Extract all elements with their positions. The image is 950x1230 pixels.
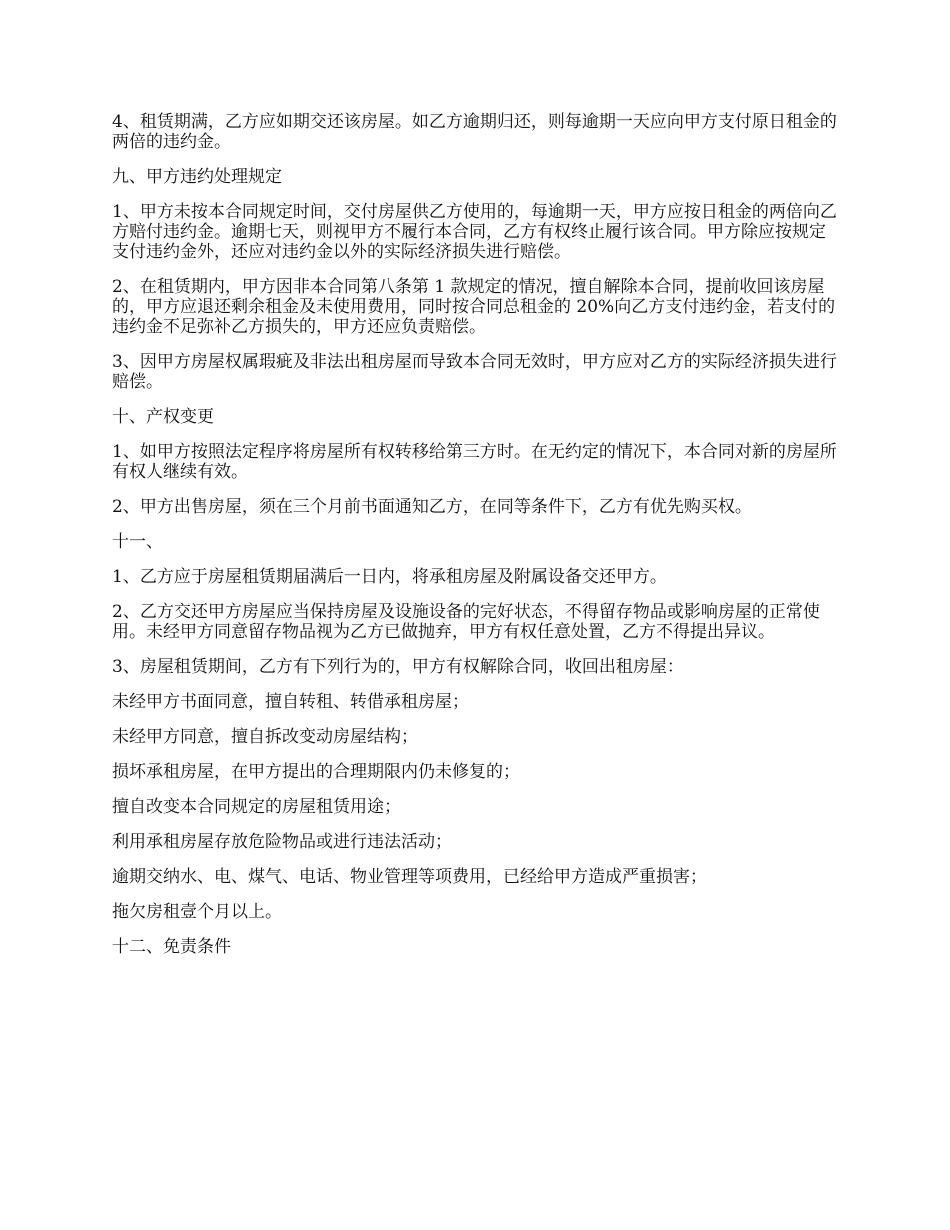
document-body [112,112,840,972]
list-item-condition-3: 损坏承租房屋，在甲方提出的合理期限内仍未修复的； [112,762,520,782]
section-heading-9: 九、甲方违约处理规定 [112,167,282,187]
section-heading-10: 十、产权变更 [112,407,214,427]
paragraph-clause-9-3: 3、因甲方房屋权属瑕疵及非法出租房屋而导致本合同无效时，甲方应对乙方的实际经济损失进行赔偿。 [112,352,837,392]
paragraph-clause-10-1: 1、如甲方按照法定程序将房屋所有权转移给第三方时。在无约定的情况下，本合同对新的房屋所有权人继续有效。 [112,442,837,482]
section-heading-12: 十二、免责条件 [112,937,231,957]
paragraph-clause-11-1: 1、乙方应于房屋租赁期届满后一日内，将承租房屋及附属设备交还甲方。 [112,567,667,587]
paragraph-clause-11-2: 2、乙方交还甲方房屋应当保持房屋及设施设备的完好状态，不得留存物品或影响房屋的正常使用。未经甲方同意留存物品视为乙方已做抛弃，甲方有权任意处置，乙方不得提出异议。 [112,602,820,642]
paragraph-clause-11-3: 3、房屋租赁期间，乙方有下列行为的，甲方有权解除合同，收回出租房屋： [112,657,684,677]
list-item-condition-2: 未经甲方同意，擅自拆改变动房屋结构； [112,727,418,747]
paragraph-clause-10-2: 2、甲方出售房屋，须在三个月前书面通知乙方，在同等条件下，乙方有优先购买权。 [112,497,752,517]
paragraph-clause-8-4: 4、租赁期满，乙方应如期交还该房屋。如乙方逾期归还，则每逾期一天应向甲方支付原日租金的两倍的违约金。 [112,112,837,152]
list-item-condition-6: 逾期交纳水、电、煤气、电话、物业管理等项费用，已经给甲方造成严重损害； [112,867,707,887]
list-item-condition-4: 擅自改变本合同规定的房屋租赁用途； [112,797,401,817]
list-item-condition-1: 未经甲方书面同意，擅自转租、转借承租房屋； [112,692,469,712]
list-item-condition-5: 利用承租房屋存放危险物品或进行违法活动； [112,832,452,852]
list-item-condition-7: 拖欠房租壹个月以上。 [112,902,282,922]
paragraph-clause-9-1: 1、甲方未按本合同规定时间，交付房屋供乙方使用的，每逾期一天，甲方应按日租金的两倍向乙方赔付违约金。逾期七天，则视甲方不履行本合同，乙方有权终止履行该合同。甲方除应按规定支付违约金外，还应对违约金以外的实际经济损失进行赔偿。 [112,202,837,262]
paragraph-clause-9-2: 2、在租赁期内，甲方因非本合同第八条第 1 款规定的情况，擅自解除本合同，提前收回该房屋的，甲方应退还剩余租金及未使用费用，同时按合同总租金的 20%向乙方支付违约金，若支付的违约金不足弥补乙方损失的，甲方还应负责赔偿。 [112,277,836,337]
section-heading-11: 十一、 [112,532,163,552]
